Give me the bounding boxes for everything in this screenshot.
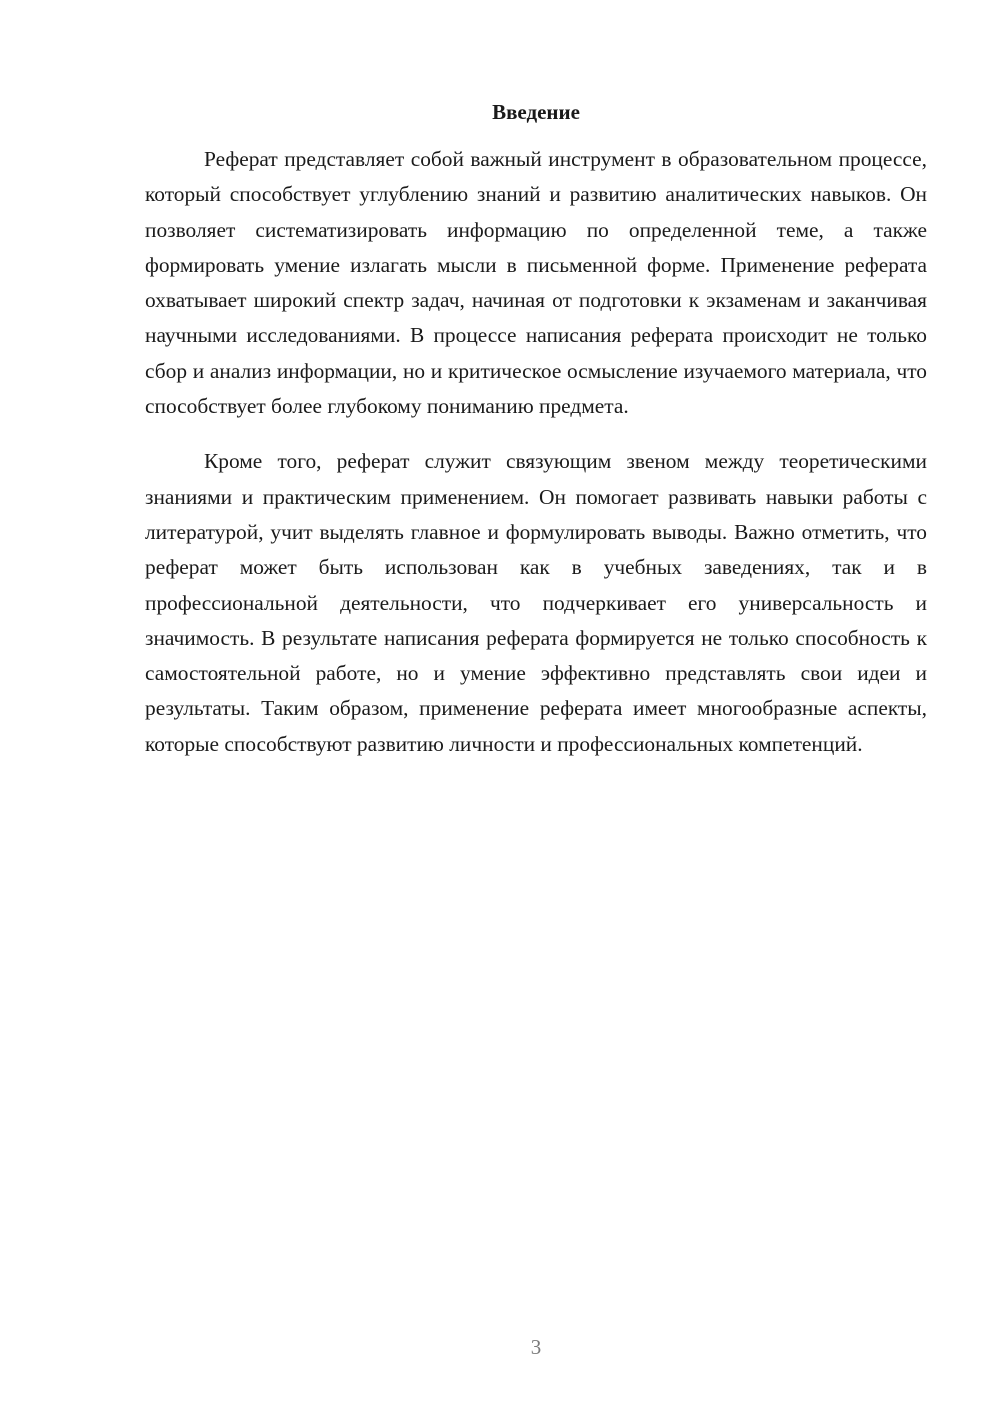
paragraph-second: Кроме того, реферат служит связующим звеном между теоретическими знаниями и практическим применением. Он помогает развивать навыки работы с литературой, учит выделять главное и формулировать выводы. Важно отметить, что реферат может быть использован как в учебных заведениях, так и в профессиональной деятельности, что подчеркивает его универсальность и значимость. В результате написания реферата формируется не только способность к самостоятельной работе, но и умение эффективно представлять свои идеи и результаты. Таким образом, применение реферата имеет многообразные аспекты, которые способствуют развитию личности и профессиональных компетенций. (145, 449, 927, 756)
page-number: 3 (530, 1335, 542, 1359)
paragraph-intro: Реферат представляет собой важный инструмент в образовательном процессе, который способствует углублению знаний и развитию аналитических навыков. Он позволяет систематизировать информацию по определенной теме, а также формировать умение излагать мысли в письменной форме. Применение реферата охватывает широкий спектр задач, начиная от подготовки к экзаменам и заканчивая научными исследованиями. В процессе написания реферата происходит не только сбор и анализ информации, но и критическое осмысление изучаемого материала, что способствует более глубокому пониманию предмета. (145, 147, 927, 419)
section-heading: Введение (492, 100, 580, 124)
body-text (145, 142, 927, 762)
